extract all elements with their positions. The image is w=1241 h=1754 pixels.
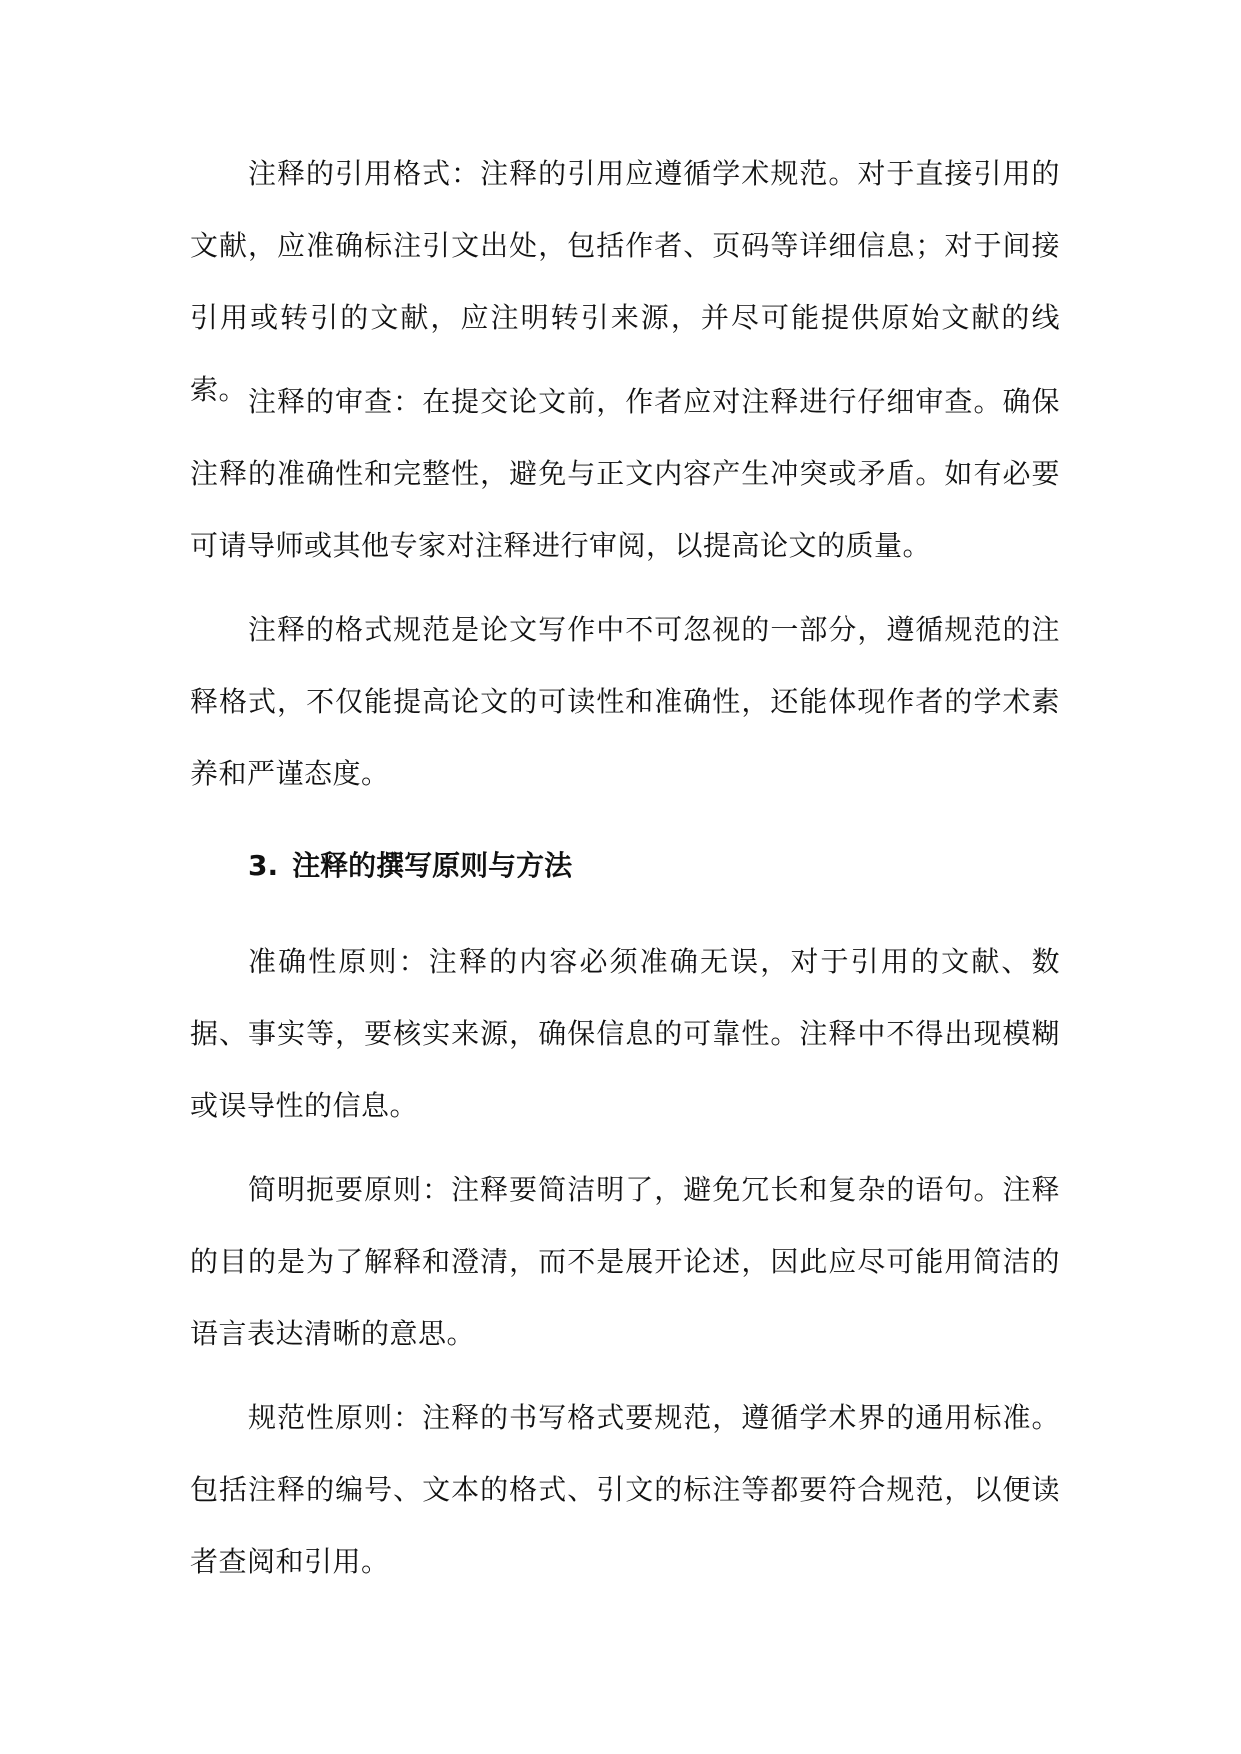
section-title: 注释的撰写原则与方法 xyxy=(292,849,573,882)
paragraph-annotation-review: 注释的审查：在提交论文前，作者应对注释进行仔细审查。确保注释的准确性和完整性，避免与正文内容产生冲突或矛盾。如有必要可请导师或其他专家对注释进行审阅，以提高论文的质量。 xyxy=(190,385,1060,562)
paragraph-conciseness-principle: 简明扼要原则：注释要简洁明了，避免冗长和复杂的语句。注释的目的是为了解释和澄清，而不是展开论述，因此应尽可能用简洁的语言表达清晰的意思。 xyxy=(190,1173,1060,1350)
section-number: 3. xyxy=(248,849,279,882)
paragraph-accuracy-principle: 准确性原则：注释的内容必须准确无误，对于引用的文献、数据、事实等，要核实来源，确保信息的可靠性。注释中不得出现模糊或误导性的信息。 xyxy=(190,945,1060,1122)
section-heading xyxy=(248,830,572,902)
paragraph-citation-format: 注释的引用格式：注释的引用应遵循学术规范。对于直接引用的文献，应准确标注引文出处，包括作者、页码等详细信息；对于间接引用或转引的文献，应注明转引来源，并尽可能提供原始文献的线索。 xyxy=(190,157,1060,406)
paragraph-format-summary: 注释的格式规范是论文写作中不可忽视的一部分，遵循规范的注释格式，不仅能提高论文的可读性和准确性，还能体现作者的学术素养和严谨态度。 xyxy=(190,613,1060,790)
paragraph-standardization-principle: 规范性原则：注释的书写格式要规范，遵循学术界的通用标准。包括注释的编号、文本的格式、引文的标注等都要符合规范，以便读者查阅和引用。 xyxy=(190,1401,1060,1578)
